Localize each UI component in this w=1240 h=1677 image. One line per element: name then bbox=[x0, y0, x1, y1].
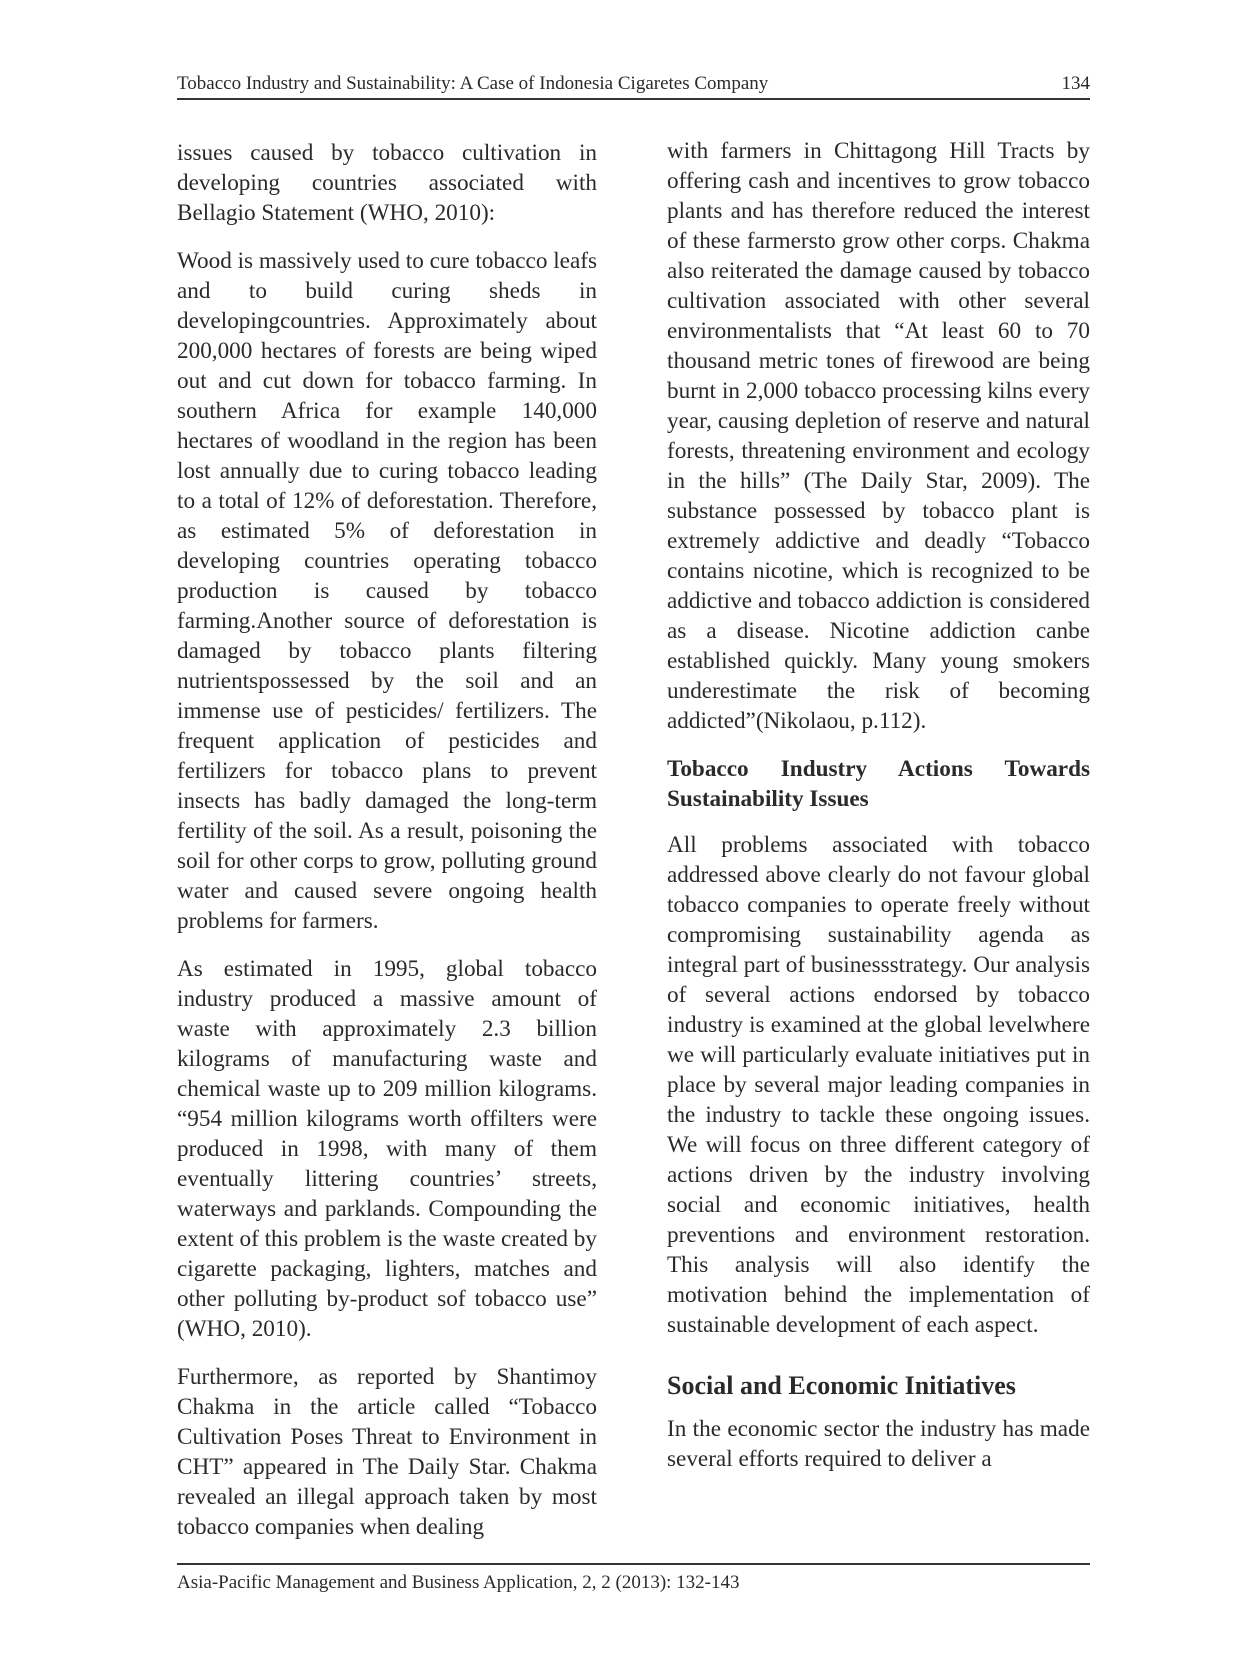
journal-citation: Asia-Pacific Management and Business Application, 2, 2 (2013): 132-143 bbox=[177, 1572, 740, 1593]
right-column bbox=[667, 136, 1090, 1492]
paragraph: issues caused by tobacco cultivation in developing countries associated with Bellagio Statement (WHO, 2010): bbox=[177, 140, 597, 226]
running-title: Tobacco Industry and Sustainability: A Case of Indonesia Cigaretes Company bbox=[177, 73, 769, 94]
subsection-heading: Social and Economic Initiatives bbox=[667, 1371, 1016, 1400]
left-column bbox=[177, 138, 597, 1560]
journal-footer bbox=[177, 1563, 1090, 1595]
paragraph: All problems associated with tobacco addressed above clearly do not favour global tobacco companies to operate freely without compromising sustainability agenda as integral part of businessstrategy. Our analysis of several actions endorsed by tobacco industry is examined at the global levelwhere we will particularly evaluate initiatives put in place by several major leading companies in the industry to tackle these ongoing issues. We will focus on three different category of actions driven by the industry involving social and economic initiatives, health preventions and environment restoration. This analysis will also identify the motivation behind the implementation of sustainable development of each aspect. bbox=[667, 832, 1090, 1338]
paragraph: Furthermore, as reported by Shantimoy Chakma in the article called “Tobacco Cultivation Poses Threat to Environment in CHT” appeared in The Daily Star. Chakma revealed an illegal approach taken by most tobacco companies when dealing bbox=[177, 1364, 597, 1540]
paragraph: In the economic sector the industry has made several efforts required to deliver a bbox=[667, 1416, 1090, 1472]
running-header bbox=[177, 70, 1090, 100]
paragraph: Wood is massively used to cure tobacco leafs and to build curing sheds in developingcountries. Approximately about 200,000 hectares of forests are being wiped out and cut down for tobacco farming. In southern Africa for example 140,000 hectares of woodland in the region has been lost annually due to curing tobacco leading to a total of 12% of deforestation. Therefore, as estimated 5% of deforestation in developing countries operating tobacco production is caused by tobacco farming.Another source of deforestation is damaged by tobacco plants filtering nutrientspossessed by the soil and an immense use of pesticides/ fertilizers. The frequent application of pesticides and fertilizers for tobacco plans to prevent insects has badly damaged the long-term fertility of the soil. As a result, poisoning the soil for other corps to grow, polluting ground water and caused severe ongoing health problems for farmers. bbox=[177, 248, 597, 934]
section-heading: Tobacco Industry Actions Towards Sustainability Issues bbox=[667, 756, 1090, 812]
page-number: 134 bbox=[1061, 73, 1090, 94]
paragraph: As estimated in 1995, global tobacco industry produced a massive amount of waste with approximately 2.3 billion kilograms of manufacturing waste and chemical waste up to 209 million kilograms. “954 million kilograms worth offilters were produced in 1998, with many of them eventually littering countries’ streets, waterways and parklands. Compounding the extent of this problem is the waste created by cigarette packaging, lighters, matches and other polluting by-product sof tobacco use” (WHO, 2010). bbox=[177, 956, 597, 1342]
paragraph: with farmers in Chittagong Hill Tracts by offering cash and incentives to grow tobacco plants and has therefore reduced the interest of these farmersto grow other corps. Chakma also reiterated the damage caused by tobacco cultivation associated with other several environmentalists that “At least 60 to 70 thousand metric tones of firewood are being burnt in 2,000 tobacco processing kilns every year, causing depletion of reserve and natural forests, threatening environment and ecology in the hills” (The Daily Star, 2009). The substance possessed by tobacco plant is extremely addictive and deadly “Tobacco contains nicotine, which is recognized to be addictive and tobacco addiction is considered as a disease. Nicotine addiction canbe established quickly. Many young smokers underestimate the risk of becoming addicted”(Nikolaou, p.112). bbox=[667, 138, 1090, 734]
